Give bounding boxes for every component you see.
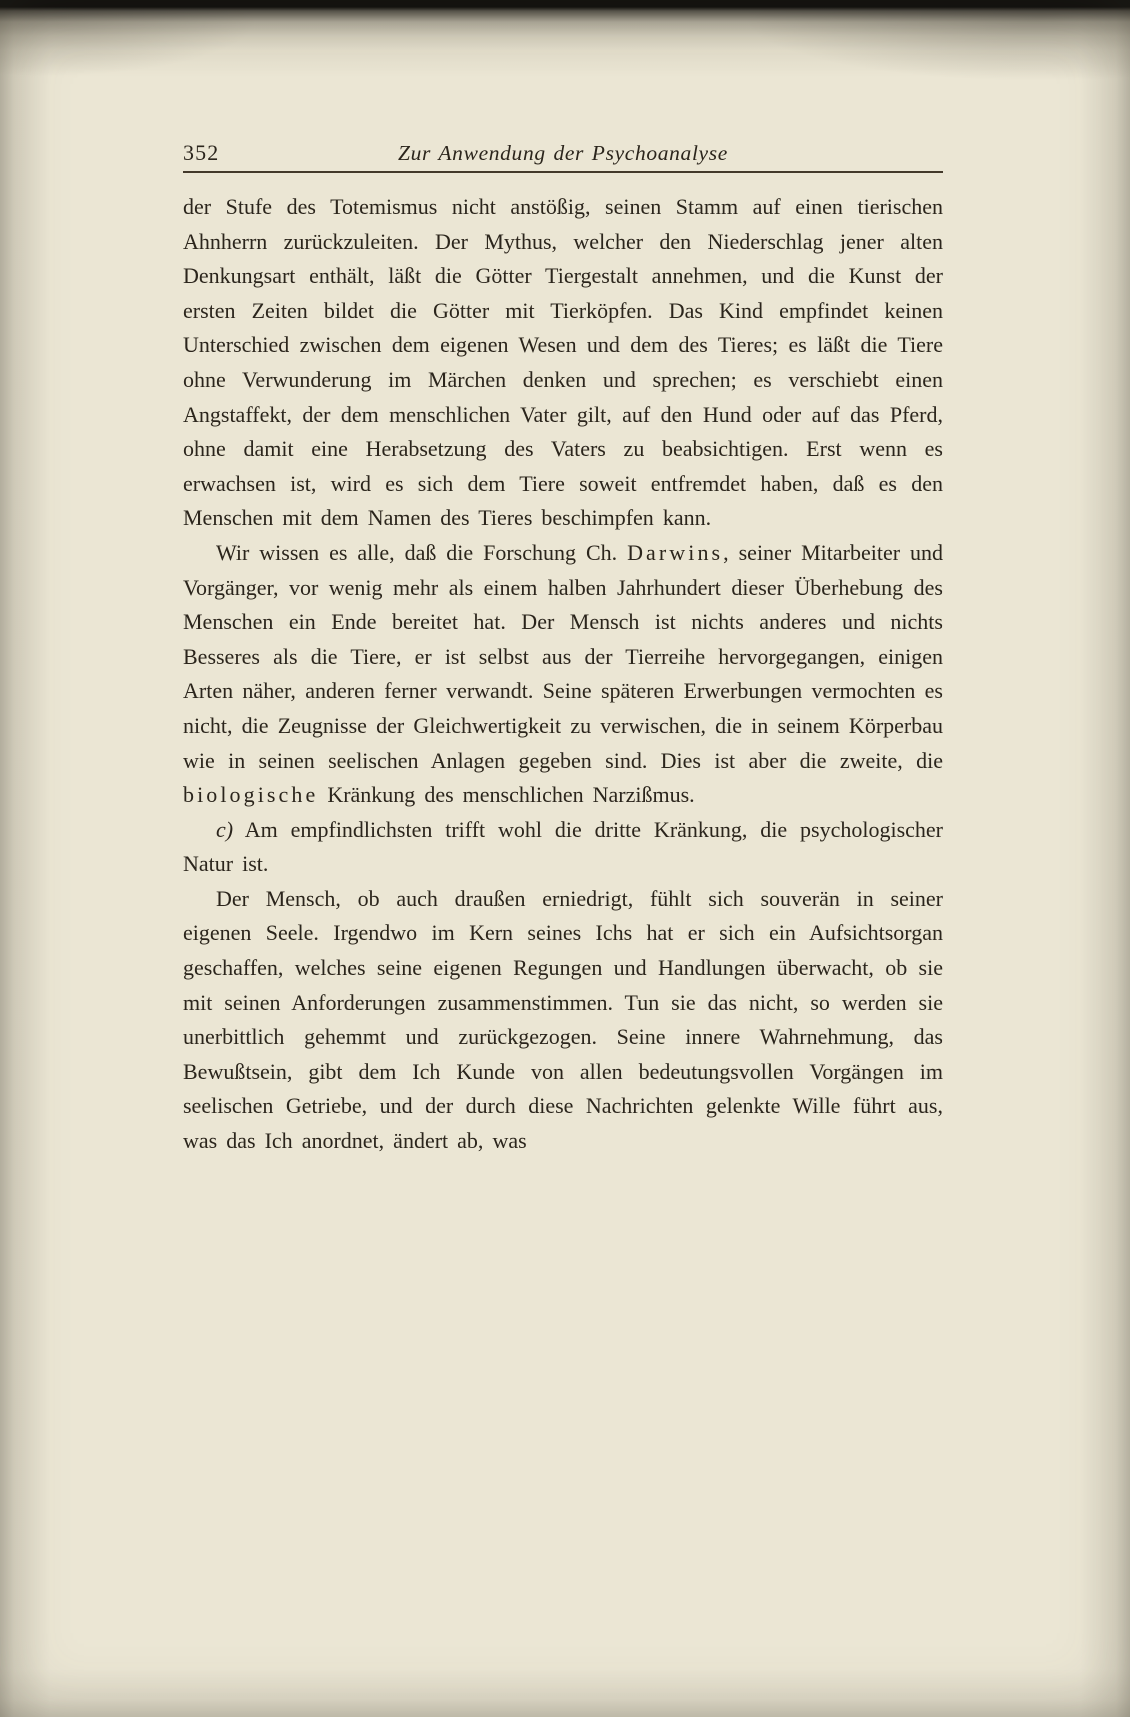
paragraph-1: der Stufe des Totemismus nicht anstößig, seinen Stamm auf einen tierischen Ahnherrn zurückzuleiten. Der Mythus, welcher den Niederschlag jener alten Denkungsart enthält, läßt die Götter Tiergestalt annehmen, und die Kunst der ersten Zeiten bildet die Götter mit Tierköpfen. Das Kind empfindet keinen Unterschied zwischen dem eigenen Wesen und dem des Tieres; es läßt die Tiere ohne Verwunderung im Märchen denken und sprechen; es verschiebt einen Angstaffekt, der dem menschlichen Vater gilt, auf den Hund oder auf das Pferd, ohne damit eine Herabsetzung des Vaters zu beabsichtigen. Erst wenn es erwachsen ist, wird es sich dem Tiere soweit entfremdet haben, daß es den Menschen mit dem Namen des Tieres beschimpfen kann.	[183, 194, 943, 531]
header-rule	[183, 171, 943, 173]
paragraph-2-text-a: Wir wissen es alle, daß die Forschung Ch.	[216, 539, 628, 565]
text-column	[183, 140, 943, 1159]
running-title: Zur Anwendung der Psychoanalyse	[398, 141, 728, 165]
paragraph-4: Der Mensch, ob auch draußen erniedrigt, fühlt sich souverän in seiner eigenen Seele. Irgendwo im Kern seines Ichs hat er sich ein Aufsichtsorgan geschaffen, welches seine eigenen Regungen und Handlungen überwacht, ob sie mit seinen Anforderungen zusammenstimmen. Tun sie das nicht, so werden sie unerbittlich gehemmt und zurückgezogen. Seine innere Wahrnehmung, das Bewußtsein, gibt dem Ich Kunde von allen bedeutungsvollen Vorgängen im seelischen Getriebe, und der durch diese Nachrichten gelenkte Wille führt aus, was das Ich anordnet, ändert ab, was	[183, 885, 943, 1154]
paragraph-2	[183, 536, 943, 813]
paragraph-2-text-b: , seiner Mitarbeiter und Vorgänger, vor wenig mehr als einem halben Jahrhundert dieser Überhebung des Menschen ein Ende bereitet hat. Der Mensch ist nichts anderes und nichts Besseres als die Tiere, er ist selbst aus der Tierreihe hervorgegangen, einigen Arten näher, anderen ferner verwandt. Seine späteren Erwerbungen vermochten es nicht, die Zeugnisse der Gleichwertigkeit zu verwischen, die in seinem Körperbau wie in seinen seelischen Anlagen gegeben sind. Dies ist aber die zweite, die	[183, 539, 943, 773]
letterspaced-name-darwins: Darwins	[627, 539, 724, 565]
paragraph-2-text-c: Kränkung des menschlichen Narzißmus.	[318, 782, 695, 808]
running-header	[183, 140, 943, 166]
paragraph-3-text: Am empfindlichsten trifft wohl die dritte Kränkung, die psychologischer Natur ist.	[183, 816, 943, 877]
section-letter-c: c)	[216, 816, 234, 842]
letterspaced-word-biologische: biologische	[183, 782, 319, 808]
page-body	[183, 190, 943, 1159]
page-number: 352	[183, 140, 220, 165]
paragraph-3	[183, 813, 943, 882]
